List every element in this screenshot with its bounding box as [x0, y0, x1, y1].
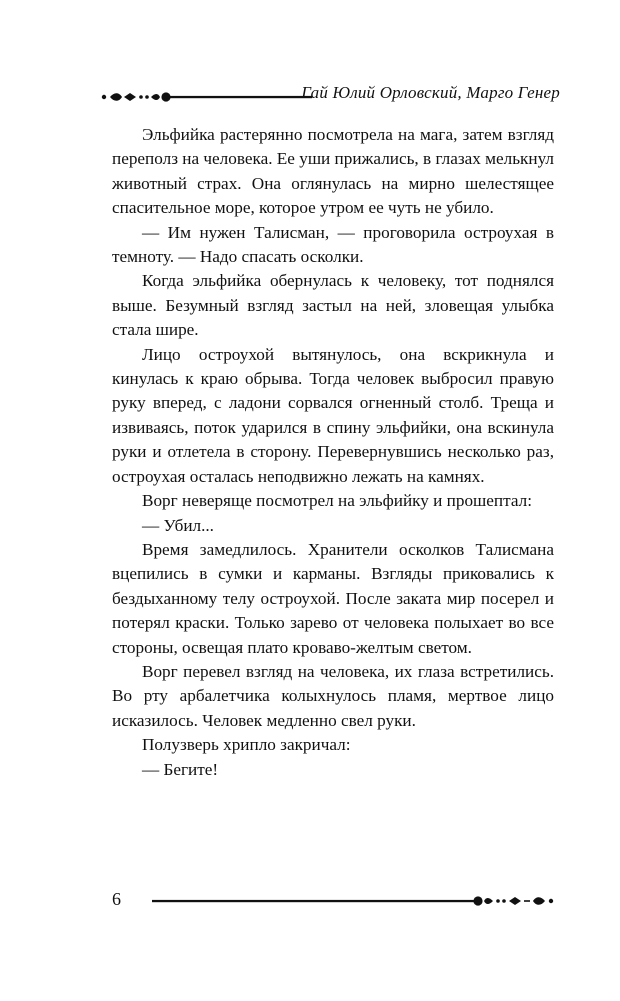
paragraph: Лицо остроухой вытянулось, она вскрикнула и кинулась к краю обрыва. Тогда человек выбросил правую руку вперед, с ладони сорвался огненный столб. Треща и извиваясь, поток ударился в спину эльфийки, она вскинула руки и отлетела в сторону. Перевернувшись несколько раз, остроухая осталась неподвижно лежать на камнях.: [112, 344, 554, 486]
footer-ornament-icon: [152, 893, 557, 909]
paragraph: Полузверь хрипло закричал:: [142, 735, 351, 755]
body-text: [112, 123, 554, 782]
page-number: 6: [112, 889, 121, 909]
paragraph: — Бегите!: [142, 759, 219, 779]
paragraph: Время замедлилось. Хранители осколков Талисмана вцепились в сумки и карманы. Взгляды приковались к бездыханному телу остроухой. После заката мир посерел и потерял краски. Только зарево от человека полыхает во все стороны, освещая плато кроваво-желтым светом.: [112, 539, 554, 657]
page-footer: [112, 889, 557, 913]
paragraph: Когда эльфийка обернулась к человеку, тот поднялся выше. Безумный взгляд застыл на ней, зловещая улыбка стала шире.: [112, 271, 554, 340]
running-header: [100, 83, 560, 113]
paragraph: Ворг неверяще посмотрел на эльфийку и прошептал:: [142, 491, 532, 511]
header-author: Гай Юлий Орловский, Марго Генер: [301, 83, 560, 102]
paragraph: — Им нужен Талисман, — проговорила остроухая в темноту. — Надо спасать осколки.: [112, 222, 554, 267]
paragraph: Эльфийка растерянно посмотрела на мага, затем взгляд переполз на человека. Ее уши прижались, в глазах мелькнул животный страх. Она оглянулась на мирно шелестящее спасительное море, которое утром ее чуть не убило.: [112, 125, 555, 218]
paragraph: — Убил...: [142, 515, 214, 535]
paragraph: Ворг перевел взгляд на человека, их глаза встретились. Во рту арбалетчика колыхнулось пламя, мертвое лицо исказилось. Человек медленно свел руки.: [112, 661, 554, 730]
header-ornament-icon: [100, 89, 315, 105]
